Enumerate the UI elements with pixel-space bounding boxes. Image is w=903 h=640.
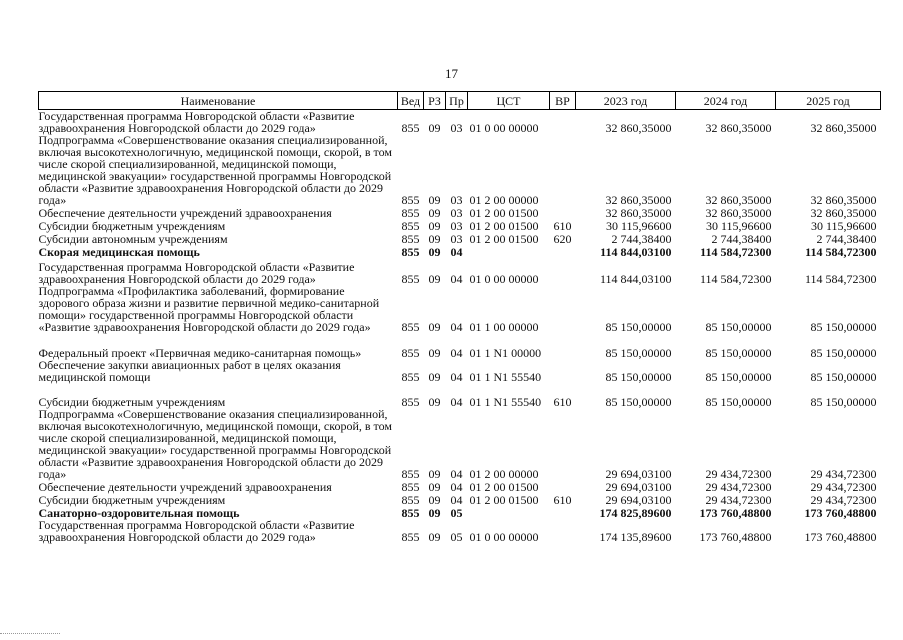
header-pr: Пр [446,92,468,110]
cell-2023: 85 150,00000 [605,370,672,384]
cell-name: Государственная программа Новгородской области «Развитие здравоохранения Новгородской области до 2029 года» [38,109,355,135]
cell-vr: 620 [553,232,572,246]
header-2025: 2025 год [776,92,881,110]
cell-name: Федеральный проект «Первичная медико-санитарная помощь» [38,346,362,360]
table-row [39,493,881,506]
cell-2024: 29 434,72300 [705,493,772,507]
cell-rz: 09 [428,320,441,334]
cell-name: Обеспечение деятельности учреждений здравоохранения [38,206,332,220]
cell-name: Санаторно-оздоровительная помощь [38,506,240,520]
header-cst: ЦСТ [468,92,550,110]
cell-vr [550,519,576,543]
cell-cst: 01 0 00 00000 [469,272,539,286]
cell-2023: 85 150,00000 [605,346,672,360]
cell-2024: 85 150,00000 [705,395,772,409]
cell-2024: 85 150,00000 [705,346,772,360]
cell-rz: 09 [428,370,441,384]
header-2023: 2023 год [576,92,676,110]
cell-rz: 09 [428,530,441,544]
cell-2023: 2 744,38400 [611,232,672,246]
cell-vr: 610 [553,493,572,507]
cell-pr: 04 [450,272,463,286]
cell-2023: 29 694,03100 [605,480,672,494]
cell-pr: 04 [450,320,463,334]
table-row [39,519,881,543]
cell-2023: 85 150,00000 [605,320,672,334]
cell-pr: 03 [450,121,463,135]
cell-vr [550,110,576,135]
cell-pr: 04 [450,245,463,259]
cell-ved: 855 [401,219,420,233]
header-vr: ВР [550,92,576,110]
cell-pr: 03 [450,232,463,246]
cell-2025: 114 584,72300 [804,272,877,286]
cell-cst: 01 2 00 01500 [469,206,539,220]
page-divider [0,633,60,634]
cell-2023: 29 694,03100 [605,493,672,507]
table-header-row [39,92,881,110]
cell-vr [550,134,576,206]
cell-2023: 32 860,35000 [605,193,672,207]
cell-name: Скорая медицинская помощь [38,245,200,259]
cell-2025: 173 760,48800 [804,530,877,544]
header-2024: 2024 год [676,92,776,110]
table-row [39,333,881,359]
table-body [39,110,881,544]
cell-ved: 855 [401,370,420,384]
cell-cst: 01 2 00 01500 [469,493,539,507]
cell-ved: 855 [401,530,420,544]
cell-ved: 855 [401,320,420,334]
cell-ved: 855 [401,395,420,409]
cell-vr [550,258,576,285]
cell-cst [468,245,550,258]
cell-2024: 114 584,72300 [700,245,772,259]
cell-vr [550,333,576,359]
table-row [39,258,881,285]
cell-pr: 03 [450,219,463,233]
cell-ved: 855 [401,121,420,135]
cell-ved: 855 [401,193,420,207]
cell-2025: 32 860,35000 [810,206,877,220]
cell-vr [550,408,576,480]
cell-cst [468,506,550,519]
cell-pr: 04 [450,467,463,481]
cell-2024: 32 860,35000 [705,206,772,220]
cell-cst: 01 0 00 00000 [469,121,539,135]
cell-cst: 01 2 00 01500 [469,232,539,246]
cell-2023: 30 115,96600 [605,219,672,233]
cell-2024: 32 860,35000 [705,121,772,135]
cell-rz: 09 [428,467,441,481]
cell-2025: 85 150,00000 [810,320,877,334]
table-row [39,285,881,333]
table-row [39,480,881,493]
cell-2025: 85 150,00000 [810,346,877,360]
cell-2025: 173 760,48800 [804,506,877,520]
cell-rz: 09 [428,506,441,520]
cell-vr: 610 [553,395,572,409]
cell-rz: 09 [428,245,441,259]
table-row [39,134,881,206]
table-row [39,408,881,480]
cell-name: Субсидии бюджетным учреждениям [38,219,226,233]
cell-cst: 01 2 00 01500 [469,480,539,494]
cell-ved: 855 [401,346,420,360]
cell-2024: 2 744,38400 [711,232,772,246]
cell-rz: 09 [428,121,441,135]
table-row [39,245,881,258]
cell-ved: 855 [401,245,420,259]
cell-ved: 855 [401,467,420,481]
cell-name: Субсидии автономным учреждениям [38,232,228,246]
cell-2024: 29 434,72300 [705,480,772,494]
cell-2025: 29 434,72300 [810,480,877,494]
cell-rz: 09 [428,219,441,233]
cell-cst: 01 1 N1 55540 [469,370,542,384]
cell-ved: 855 [401,206,420,220]
cell-cst: 01 0 00 00000 [469,530,539,544]
cell-ved: 855 [401,506,420,520]
table-row [39,359,881,383]
cell-name: Обеспечение деятельности учреждений здравоохранения [38,480,332,494]
cell-vr [550,480,576,493]
table-row [39,383,881,408]
table-row [39,110,881,135]
cell-2023: 174 825,89600 [599,506,672,520]
cell-name: Подпрограмма «Профилактика заболеваний, формирование здорового образа жизни и развитие первичной медико-санитарной помощи» государственной программы Новгородской области «Развитие здравоохранения Новгородской области до 2029 года» [38,284,380,334]
table-row [39,219,881,232]
cell-vr [550,206,576,219]
cell-name: Субсидии бюджетным учреждениям [38,395,226,409]
cell-pr: 05 [450,530,463,544]
budget-table [38,91,881,543]
cell-2024: 29 434,72300 [705,467,772,481]
cell-2024: 173 760,48800 [699,530,772,544]
cell-2025: 85 150,00000 [810,370,877,384]
cell-rz: 09 [428,193,441,207]
cell-ved: 855 [401,232,420,246]
cell-vr [550,245,576,258]
cell-cst: 01 2 00 00000 [469,467,539,481]
cell-cst: 01 1 N1 55540 [469,395,542,409]
cell-pr: 04 [450,493,463,507]
cell-cst: 01 1 00 00000 [469,320,539,334]
cell-name: Государственная программа Новгородской области «Развитие здравоохранения Новгородской области до 2029 года» [38,260,355,286]
cell-rz: 09 [428,232,441,246]
cell-2024: 85 150,00000 [705,370,772,384]
cell-2023: 114 844,03100 [599,272,672,286]
header-name: Наименование [39,92,398,110]
cell-2023: 32 860,35000 [605,206,672,220]
cell-2025: 85 150,00000 [810,395,877,409]
cell-rz: 09 [428,480,441,494]
cell-2023: 114 844,03100 [600,245,672,259]
cell-2023: 29 694,03100 [605,467,672,481]
cell-cst: 01 2 00 00000 [469,193,539,207]
cell-pr: 04 [450,370,463,384]
cell-name: Государственная программа Новгородской области «Развитие здравоохранения Новгородской области до 2029 года» [38,518,355,544]
cell-2025: 114 584,72300 [805,245,877,259]
cell-name: Обеспечение закупки авиационных работ в целях оказания медицинской помощи [38,358,341,384]
cell-rz: 09 [428,206,441,220]
cell-pr: 04 [450,346,463,360]
cell-ved: 855 [401,272,420,286]
cell-pr: 04 [450,480,463,494]
cell-2025: 29 434,72300 [810,467,877,481]
cell-2025: 32 860,35000 [810,193,877,207]
cell-pr: 03 [450,206,463,220]
cell-pr: 05 [450,506,463,520]
cell-vr [550,359,576,383]
cell-ved: 855 [401,480,420,494]
cell-name: Подпрограмма «Совершенствование оказания специализированной, включая высокотехнологичную, медицинской помощи, скорой, в том числе скорой специализированной, медицинской помощи, медицинской эвакуации» государственной программы Новгородской области «Развитие здравоохранения Новгородской области до 2029 года» [38,133,392,207]
cell-name: Субсидии бюджетным учреждениям [38,493,226,507]
cell-2025: 30 115,96600 [810,219,877,233]
cell-2024: 85 150,00000 [705,320,772,334]
cell-cst: 01 2 00 01500 [469,219,539,233]
cell-2024: 114 584,72300 [699,272,772,286]
cell-rz: 09 [428,272,441,286]
cell-2023: 32 860,35000 [605,121,672,135]
cell-2025: 2 744,38400 [816,232,877,246]
header-rz: РЗ [424,92,446,110]
cell-2023: 174 135,89600 [599,530,672,544]
cell-rz: 09 [428,395,441,409]
cell-2024: 173 760,48800 [699,506,772,520]
header-ved: Вед [398,92,424,110]
cell-2024: 32 860,35000 [705,193,772,207]
cell-2023: 85 150,00000 [605,395,672,409]
cell-rz: 09 [428,493,441,507]
cell-ved: 855 [401,493,420,507]
cell-2025: 29 434,72300 [810,493,877,507]
cell-name: Подпрограмма «Совершенствование оказания специализированной, включая высокотехнологичную, медицинской помощи, скорой, в том числе скорой специализированной, медицинской помощи, медицинской эвакуации» государственной программы Новгородской области «Развитие здравоохранения Новгородской области до 2029 года» [38,407,392,481]
table-row [39,206,881,219]
cell-vr [550,506,576,519]
cell-2024: 30 115,96600 [705,219,772,233]
cell-vr: 610 [553,219,572,233]
cell-cst: 01 1 N1 00000 [469,346,542,360]
cell-rz: 09 [428,346,441,360]
page-number: 17 [445,66,458,81]
table-row [39,232,881,245]
cell-vr [550,285,576,333]
cell-2025: 32 860,35000 [810,121,877,135]
cell-pr: 03 [450,193,463,207]
cell-pr: 04 [450,395,463,409]
